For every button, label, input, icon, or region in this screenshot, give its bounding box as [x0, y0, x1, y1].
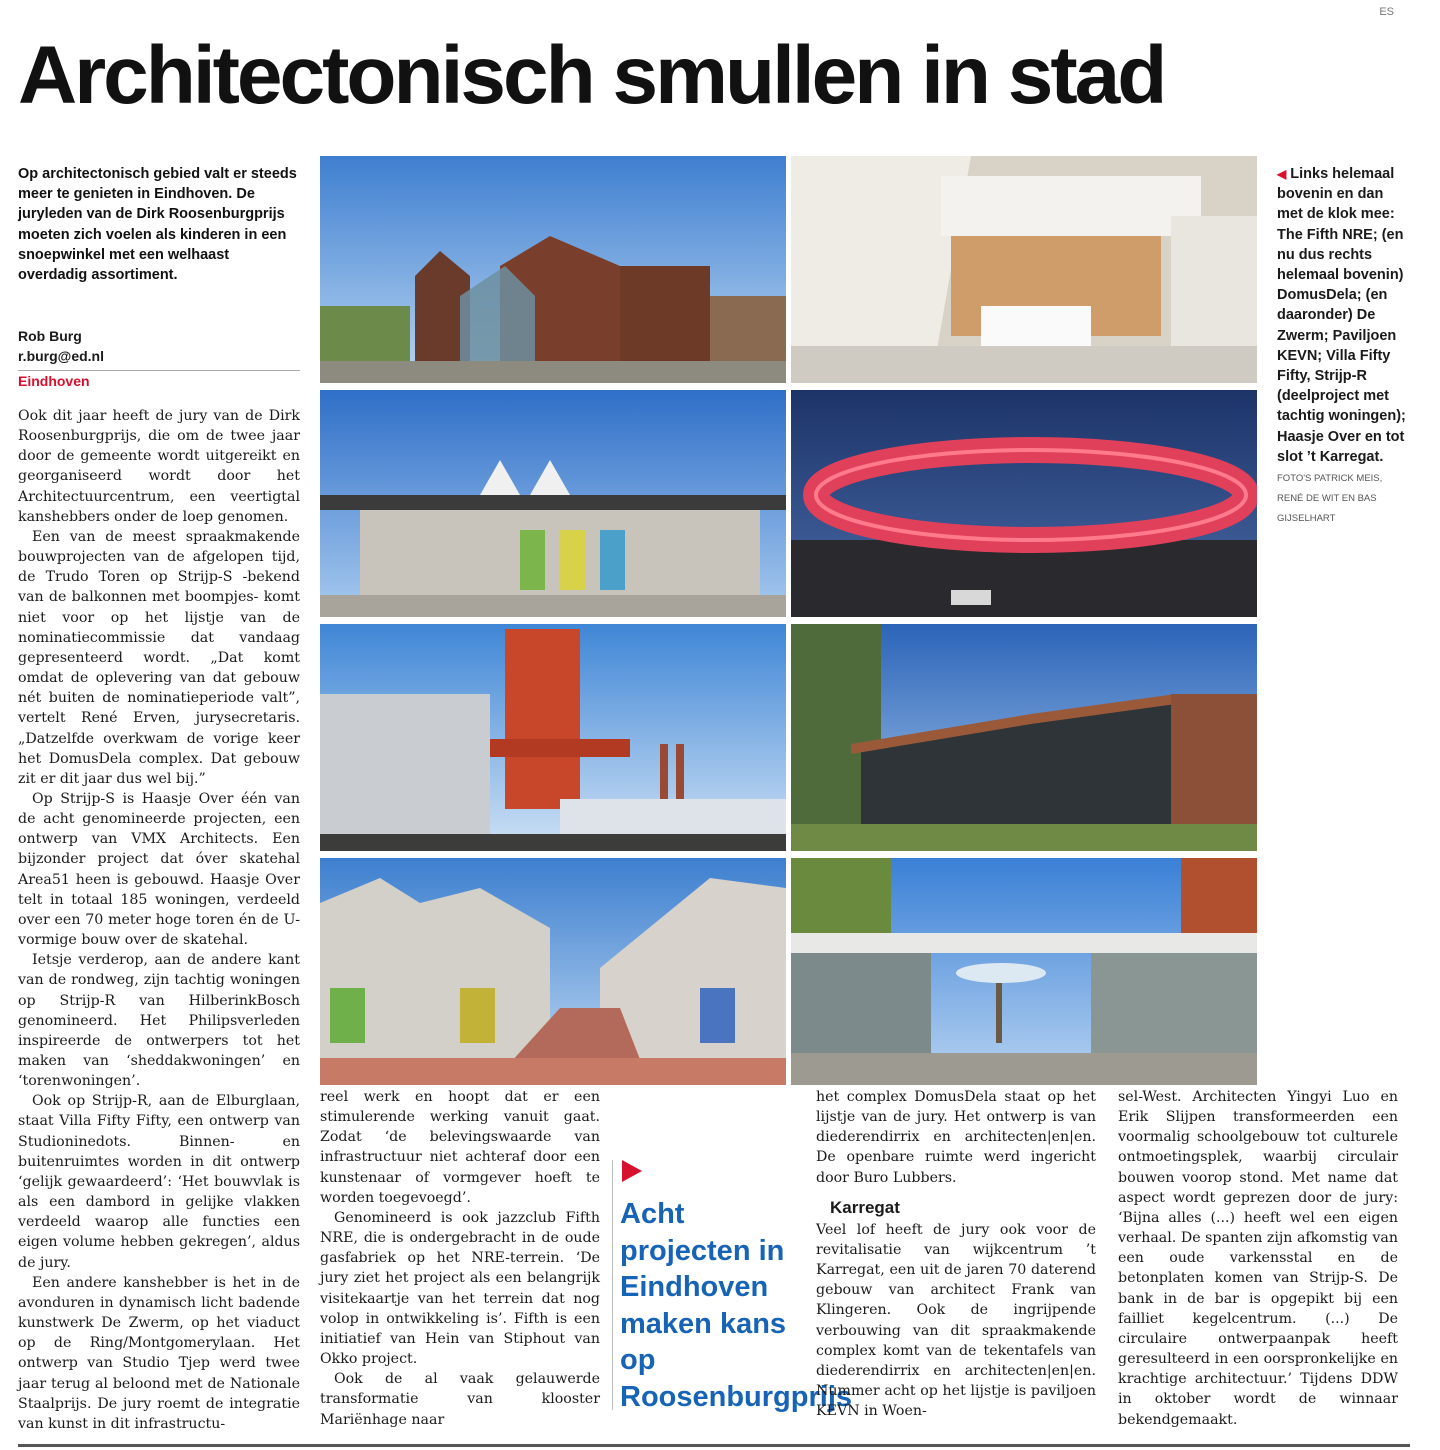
- intro-paragraph: Op architectonisch gebied valt er steeds meer te genieten in Eindhoven. De juryleden van de Dirk Roosenburgprijs moeten zich voelen als kinderen in een snoepwinkel met een welhaast overdadig assortiment.: [18, 166, 297, 284]
- subheading-karregat: Karregat: [830, 1197, 900, 1217]
- photo-villa-fifty-fifty: [791, 858, 1257, 1085]
- pull-quote: [612, 1160, 853, 1415]
- paragraph: Een andere kanshebber is het in de avonduren in dynamisch licht badende kunstwerk De Zwerm, op het viaduct op de Ring/Montgomerylaan. Het ontwerp van Studio Tjep werd twee jaar terug al beloond met de Nationale Staalprijs. De jury roemt de integratie van kunst in dit infrastructu-: [18, 1274, 300, 1432]
- paragraph: Ook de al vaak gelauwerde transformatie van klooster Mariënhage naar: [320, 1371, 600, 1428]
- pull-quote-divider: [612, 1160, 613, 1410]
- photo-karregat: [320, 390, 786, 617]
- paragraph: reel werk en hoopt dat er een stimulerende werking vanuit gaat. Zodat ‘de belevingswaarde van infrastructuur niet achteraf door een kunstenaar of vormgever hoeft te worden toegevoegd’.: [320, 1089, 600, 1206]
- paragraph: het complex DomusDela staat op het lijstje van de jury. Het ontwerp is van diederendirrix en architecten|en|en. De openbare ruimte werd ingericht door Buro Lubbers.: [816, 1089, 1096, 1186]
- paragraph: Ietsje verderop, aan de andere kant van de rondweg, zijn tachtig woningen op Strijp-R van HilberinkBosch genomineerd. Het Philipsverleden inspireerde de ontwerpers tot het maken van ‘sheddakwoningen’ en ‘torenwoningen’.: [18, 952, 300, 1090]
- article-column-2: [320, 1087, 600, 1430]
- article-column-3: [816, 1087, 1096, 1421]
- headline: Architectonisch smullen in stad: [18, 30, 1165, 121]
- photo-paviljoen-kevn: [791, 624, 1257, 851]
- paragraph: Op Strijp-S is Haasje Over één van de acht genomineerde projecten, een ontwerp van VMX Architects. Een bijzonder project dat óver skatehal Area51 heen is gebouwd. Haasje Over telt in totaal 185 woningen, verdeeld over een 70 meter hoge toren én de U-vormige bouw over de skatehal.: [18, 790, 300, 949]
- photo-caption: [1277, 164, 1407, 529]
- author-name: Rob Burg: [18, 328, 82, 344]
- caption-text: Links helemaal bovenin en dan met de klok mee: The Fifth NRE; (en nu dus rechts helemaal bovenin) DomusDela; (en daaronder) De Zwerm; Paviljoen KEVN; Villa Fifty Fifty, Strijp-R (deelproject met tachtig woningen); Haasje Over en tot slot ’t Karregat.: [1277, 166, 1406, 465]
- photo-credit: FOTO'S PATRICK MEIS, RENÉ DE WIT EN BAS GIJSELHART: [1277, 473, 1383, 525]
- article-column-4: [1118, 1087, 1398, 1430]
- photo-fifth-nre: [320, 156, 786, 383]
- photo-domusdela: [791, 156, 1257, 383]
- paragraph: Genomineerd is ook jazzclub Fifth NRE, die is ondergebracht in de oude gasfabriek op het NRE-terrein. ‘De jury ziet het project als een belangrijk visitekaartje van het terrein dat nog volop in ontwikkeling is’. Fifth is een initiatief van Hein van Stiphout van Okko project.: [320, 1209, 600, 1368]
- caption-pointer-icon: ◀: [1277, 167, 1287, 181]
- paragraph: Ook op Strijp-R, aan de Elburglaan, staat Villa Fifty Fifty, een ontwerp van Studioninedots. Binnen- en buitenruimtes worden in dit ontwerp ‘gelijk gewaardeerd’: ‘Het bouwvlak is als een dambord in gelijke vlakken verdeeld waarop alle functies een eigen volume hebben gekregen’, aldus de jury.: [18, 1093, 300, 1271]
- article-column-1: [18, 406, 300, 1434]
- byline: [18, 326, 300, 391]
- photo-de-zwerm: [791, 390, 1257, 617]
- paragraph: Ook dit jaar heeft de jury van de Dirk Roosenburgprijs, die om de twee jaar door de gemeente wordt uitgereikt en georganiseerd wordt door het Architectuurcentrum, een veertigtal kanshebbers onder de loep genomen.: [18, 408, 300, 525]
- pull-quote-text: Acht projecten in Eindhoven maken kans op Roosenburgprijs: [620, 1198, 853, 1413]
- pull-quote-arrow-icon: [622, 1160, 642, 1182]
- page-bottom-rule: [18, 1444, 1410, 1447]
- photo-haasje-over: [320, 624, 786, 851]
- paragraph: Een van de meest spraakmakende bouwprojecten van de afgelopen tijd, de Trudo Toren op Strijp-S -bekend van de balkonnen met boompjes- komt niet voor op het lijstje van de nominatiecommissie dat vandaag gepresenteerd wordt. „Dat komt omdat de oplevering van dat gebouw nét buiten de nominatieperiode valt”, vertelt René Erven, jurysecretaris. „Datzelfde overkwam de vorige keer het DomusDela complex. Dat gebouw zit er dit jaar dus wel bij.”: [18, 528, 300, 787]
- author-email: r.burg@ed.nl: [18, 348, 104, 364]
- paragraph: sel-West. Architecten Yingyi Luo en Erik Slijpen transformeerden een voormalig schoolgebouw tot culturele ontmoetingsplek, waarbij circulair bouwen voorop stond. Met name dat aspect wordt geprezen door de jury: ‘Bijna alles (...) heeft wel een eigen verhaal. De spanten zijn afkomstig van een oude varkensstal en de betonplaten komen van Strijp-S. De bank in de bar is opgepikt bij een failliet kegelcentrum. (...) De circulaire ontwerpaanpak heeft geresulteerd in een oorspronkelijke en krachtige architectuur.’ Tijdens DDW in oktober wordt de winnaar bekendgemaakt.: [1118, 1089, 1398, 1428]
- photo-strijp-r: [320, 858, 786, 1085]
- paragraph: Veel lof heeft de jury ook voor de revitalisatie van wijkcentrum ’t Karregat, een uit de jaren 70 daterend gebouw van architect Frank van Klingeren. Ook de ingrijpende verbouwing van dit spraakmakende complex komt van de tekentafels van diederendirrix en architecten|en|en. Nummer acht op het lijstje is paviljoen KEVN in Woen-: [816, 1221, 1096, 1420]
- section-mark: ES: [1379, 6, 1394, 18]
- dateline-place: Eindhoven: [18, 373, 90, 389]
